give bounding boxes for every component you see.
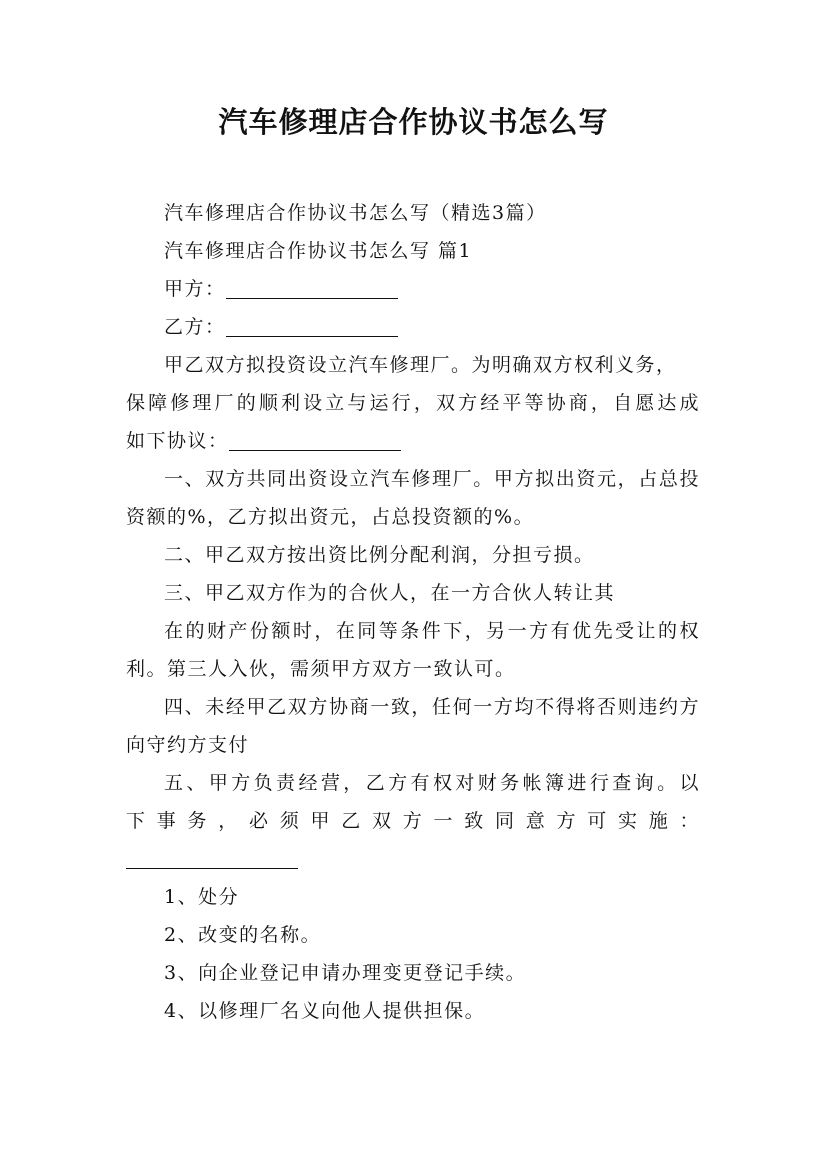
party-a-blank (226, 297, 398, 299)
party-b-line (126, 308, 700, 346)
party-b-blank (226, 335, 398, 337)
intro-line-3 (126, 422, 700, 460)
clause-2: 二、甲乙双方按出资比例分配利润，分担亏损。 (164, 544, 595, 566)
list-item: 4、以修理厂名义向他人提供担保。 (164, 1000, 486, 1022)
intro-line-3-text: 如下协议： (126, 430, 229, 452)
list-item: 3、向企业登记申请办理变更登记手续。 (164, 962, 527, 984)
document-body (126, 194, 700, 1030)
agreement-blank (229, 449, 401, 451)
document-subtitle: 汽车修理店合作协议书怎么写（精选3篇） (164, 202, 547, 224)
list-item: 1、处分 (164, 886, 240, 908)
intro-line-2: 保障修理厂的顺利设立与运行，双方经平等协商，自愿达成 (126, 392, 700, 414)
clause-3-line-2: 在的财产份额时，在同等条件下，另一方有优先受让的权利。第三人入伙，需须甲方双方一致认可。 (126, 620, 700, 680)
party-a-line (126, 270, 700, 308)
intro-line-1: 甲乙双方拟投资设立汽车修理厂。为明确双方权利义务， (164, 354, 677, 376)
party-a-label: 甲方： (164, 278, 226, 300)
document-title: 汽车修理店合作协议书怎么写 (218, 105, 609, 139)
section-heading: 汽车修理店合作协议书怎么写 篇1 (164, 240, 473, 262)
clause-1: 一、双方共同出资设立汽车修理厂。甲方拟出资元，占总投资额的%，乙方拟出资元，占总投资额的%。 (126, 468, 700, 528)
clause-5-line-1: 五、甲方负责经营，乙方有权对财务帐簿进行查询。以 (164, 772, 700, 794)
clause-5-line-2: 下事务，必须甲乙双方一致同意方可实施： (126, 810, 700, 832)
clause-3-line-1: 三、甲乙双方作为的合伙人，在一方合伙人转让其 (164, 582, 616, 604)
list-item: 2、改变的名称。 (164, 924, 322, 946)
clause-5-blank-line (126, 840, 700, 878)
clause-5-blank (126, 867, 298, 869)
party-b-label: 乙方： (164, 316, 226, 338)
clause-4: 四、未经甲乙双方协商一致，任何一方均不得将否则违约方向守约方支付 (126, 696, 700, 756)
